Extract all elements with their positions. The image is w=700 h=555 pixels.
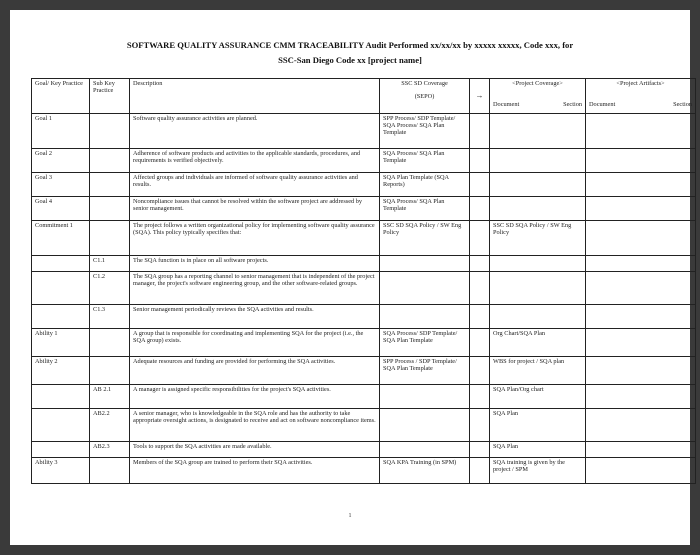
arrow-spacer-cell	[470, 149, 490, 173]
table-row	[32, 458, 696, 484]
project-coverage-cell: WBS for project / SQA plan	[490, 357, 586, 385]
description-cell: Senior management periodically reviews the SQA activities and results.	[130, 305, 380, 329]
project-artifacts-cell	[586, 385, 696, 409]
project-coverage-cell	[490, 114, 586, 149]
goal-cell: Goal 3	[32, 173, 90, 197]
description-cell: A manager is assigned specific responsibilities for the project's SQA activities.	[130, 385, 380, 409]
table-row	[32, 385, 696, 409]
table-row	[32, 272, 696, 305]
sub-key-practice-cell: C1.1	[90, 256, 130, 272]
table-row	[32, 256, 696, 272]
description-cell: A senior manager, who is knowledgeable in the SQA role and has the authority to take appropriate oversight actions, is designated to receive and act on software noncompliance items.	[130, 409, 380, 442]
sub-key-practice-cell: AB2.2	[90, 409, 130, 442]
goal-cell	[32, 442, 90, 458]
description-cell: The SQA function is in place on all software projects.	[130, 256, 380, 272]
table-header-row	[32, 79, 696, 114]
header-section-label: Section	[563, 101, 582, 109]
project-coverage-cell: SQA Plan/Org chart	[490, 385, 586, 409]
header-document-label: Document	[493, 101, 520, 109]
project-artifacts-cell	[586, 357, 696, 385]
document-title-line-2: SSC-San Diego Code xx [project name]	[278, 55, 422, 65]
table-row	[32, 329, 696, 357]
table-row	[32, 357, 696, 385]
sub-key-practice-cell: AB 2.1	[90, 385, 130, 409]
sub-key-practice-cell	[90, 329, 130, 357]
coverage-cell	[380, 305, 470, 329]
project-coverage-cell: Org Chart/SQA Plan	[490, 329, 586, 357]
description-cell: Tools to support the SQA activities are made available.	[130, 442, 380, 458]
arrow-spacer-cell	[470, 409, 490, 442]
coverage-cell	[380, 409, 470, 442]
arrow-spacer-cell	[470, 173, 490, 197]
project-coverage-cell: SSC SD SQA Policy / SW Eng Policy	[490, 221, 586, 256]
description-cell: The project follows a written organizational policy for implementing software quality assurance (SQA). This policy typically specifies that:	[130, 221, 380, 256]
arrow-spacer-cell	[470, 458, 490, 484]
arrow-spacer-cell	[470, 329, 490, 357]
description-cell: Noncompliance issues that cannot be resolved within the software project are addressed by senior management.	[130, 197, 380, 221]
description-cell: Adherence of software products and activities to the applicable standards, procedures, and requirements is verified objectively.	[130, 149, 380, 173]
sub-key-practice-cell: C1.2	[90, 272, 130, 305]
header-project-artifacts-subcols	[589, 101, 692, 108]
sub-key-practice-cell	[90, 357, 130, 385]
sub-key-practice-cell: C1.3	[90, 305, 130, 329]
sub-key-practice-cell	[90, 149, 130, 173]
coverage-cell: SQA Process/ SDP Template/ SQA Plan Template	[380, 329, 470, 357]
table-row	[32, 221, 696, 256]
project-artifacts-cell	[586, 221, 696, 256]
project-artifacts-cell	[586, 305, 696, 329]
arrow-spacer-cell	[470, 385, 490, 409]
project-coverage-cell	[490, 197, 586, 221]
header-coverage-label: SSC SD Coverage	[401, 80, 448, 87]
coverage-cell: SQA KPA Training (in SPM)	[380, 458, 470, 484]
coverage-cell: SSC SD SQA Policy / SW Eng Policy	[380, 221, 470, 256]
goal-cell	[32, 385, 90, 409]
project-artifacts-cell	[586, 272, 696, 305]
goal-cell: Ability 1	[32, 329, 90, 357]
goal-cell	[32, 272, 90, 305]
table-row	[32, 114, 696, 149]
project-coverage-cell: SQA Plan	[490, 442, 586, 458]
arrow-spacer-cell	[470, 357, 490, 385]
project-coverage-cell	[490, 256, 586, 272]
table-row	[32, 197, 696, 221]
header-project-coverage-subcols	[493, 101, 582, 108]
coverage-cell: SQA Plan Template (SQA Reports)	[380, 173, 470, 197]
description-cell: Adequate resources and funding are provided for performing the SQA activities.	[130, 357, 380, 385]
header-sub-key-practice: Sub Key Practice	[90, 79, 130, 114]
table-row	[32, 173, 696, 197]
goal-cell: Commitment 1	[32, 221, 90, 256]
goal-cell	[32, 305, 90, 329]
header-description: Description	[130, 79, 380, 114]
description-cell: Software quality assurance activities are planned.	[130, 114, 380, 149]
coverage-cell	[380, 256, 470, 272]
header-document-label-2: Document	[589, 101, 616, 109]
project-artifacts-cell	[586, 173, 696, 197]
project-artifacts-cell	[586, 409, 696, 442]
goal-cell: Goal 2	[32, 149, 90, 173]
project-coverage-cell: SQA Plan	[490, 409, 586, 442]
sub-key-practice-cell	[90, 458, 130, 484]
project-artifacts-cell	[586, 114, 696, 149]
arrow-spacer-cell	[470, 305, 490, 329]
page-number: 1	[348, 513, 352, 519]
project-artifacts-cell	[586, 329, 696, 357]
project-artifacts-cell	[586, 442, 696, 458]
coverage-cell: SQA Process/ SQA Plan Template	[380, 149, 470, 173]
coverage-cell	[380, 442, 470, 458]
arrow-spacer-cell	[470, 114, 490, 149]
project-coverage-cell	[490, 149, 586, 173]
coverage-cell: SPP Process / SDP Template/ SQA Plan Template	[380, 357, 470, 385]
sub-key-practice-cell: AB2.3	[90, 442, 130, 458]
table-row	[32, 305, 696, 329]
coverage-cell: SQA Process/ SQA Plan Template	[380, 197, 470, 221]
sub-key-practice-cell	[90, 114, 130, 149]
sub-key-practice-cell	[90, 197, 130, 221]
header-project-artifacts-label: <Project Artifacts>	[616, 80, 665, 87]
coverage-cell	[380, 272, 470, 305]
project-coverage-cell	[490, 305, 586, 329]
header-section-label-2: Section	[673, 101, 692, 109]
project-artifacts-cell	[586, 458, 696, 484]
header-project-coverage	[490, 79, 586, 114]
goal-cell	[32, 256, 90, 272]
project-artifacts-cell	[586, 256, 696, 272]
sub-key-practice-cell	[90, 221, 130, 256]
coverage-cell: SPP Process/ SDP Template/ SQA Process/ SQA Plan Template	[380, 114, 470, 149]
document-page	[10, 10, 690, 545]
project-coverage-cell	[490, 272, 586, 305]
project-artifacts-cell	[586, 197, 696, 221]
goal-cell: Goal 1	[32, 114, 90, 149]
arrow-spacer-cell	[470, 256, 490, 272]
header-project-coverage-label: <Project Coverage>	[512, 80, 563, 87]
goal-cell	[32, 409, 90, 442]
goal-cell: Goal 4	[32, 197, 90, 221]
header-coverage	[380, 79, 470, 114]
header-project-artifacts	[586, 79, 696, 114]
header-goal: Goal/ Key Practice	[32, 79, 90, 114]
table-row	[32, 149, 696, 173]
project-artifacts-cell	[586, 149, 696, 173]
goal-cell: Ability 2	[32, 357, 90, 385]
table-row	[32, 442, 696, 458]
description-cell: The SQA group has a reporting channel to senior management that is independent of the project manager, the project's software engineering group, and the other software-related groups.	[130, 272, 380, 305]
sub-key-practice-cell	[90, 173, 130, 197]
arrow-spacer-cell	[470, 442, 490, 458]
arrow-spacer-cell	[470, 197, 490, 221]
description-cell: A group that is responsible for coordinating and implementing SQA for the project (i.e., the SQA group) exists.	[130, 329, 380, 357]
description-cell: Affected groups and individuals are informed of software quality assurance activities and results.	[130, 173, 380, 197]
arrow-spacer-cell	[470, 272, 490, 305]
goal-cell: Ability 3	[32, 458, 90, 484]
coverage-cell	[380, 385, 470, 409]
arrow-spacer-cell	[470, 221, 490, 256]
description-cell: Members of the SQA group are trained to perform their SQA activities.	[130, 458, 380, 484]
document-title-line-1: SOFTWARE QUALITY ASSURANCE CMM TRACEABILITY Audit Performed xx/xx/xx by xxxxx xxxxx, Code xxx, for	[126, 40, 574, 50]
project-coverage-cell: SQA training is given by the project / SPM	[490, 458, 586, 484]
header-sepo-label: (SEPO)	[414, 93, 435, 101]
arrow-right-icon: →	[470, 79, 490, 114]
project-coverage-cell	[490, 173, 586, 197]
table-body	[32, 114, 696, 484]
traceability-table	[31, 78, 696, 484]
table-row	[32, 409, 696, 442]
